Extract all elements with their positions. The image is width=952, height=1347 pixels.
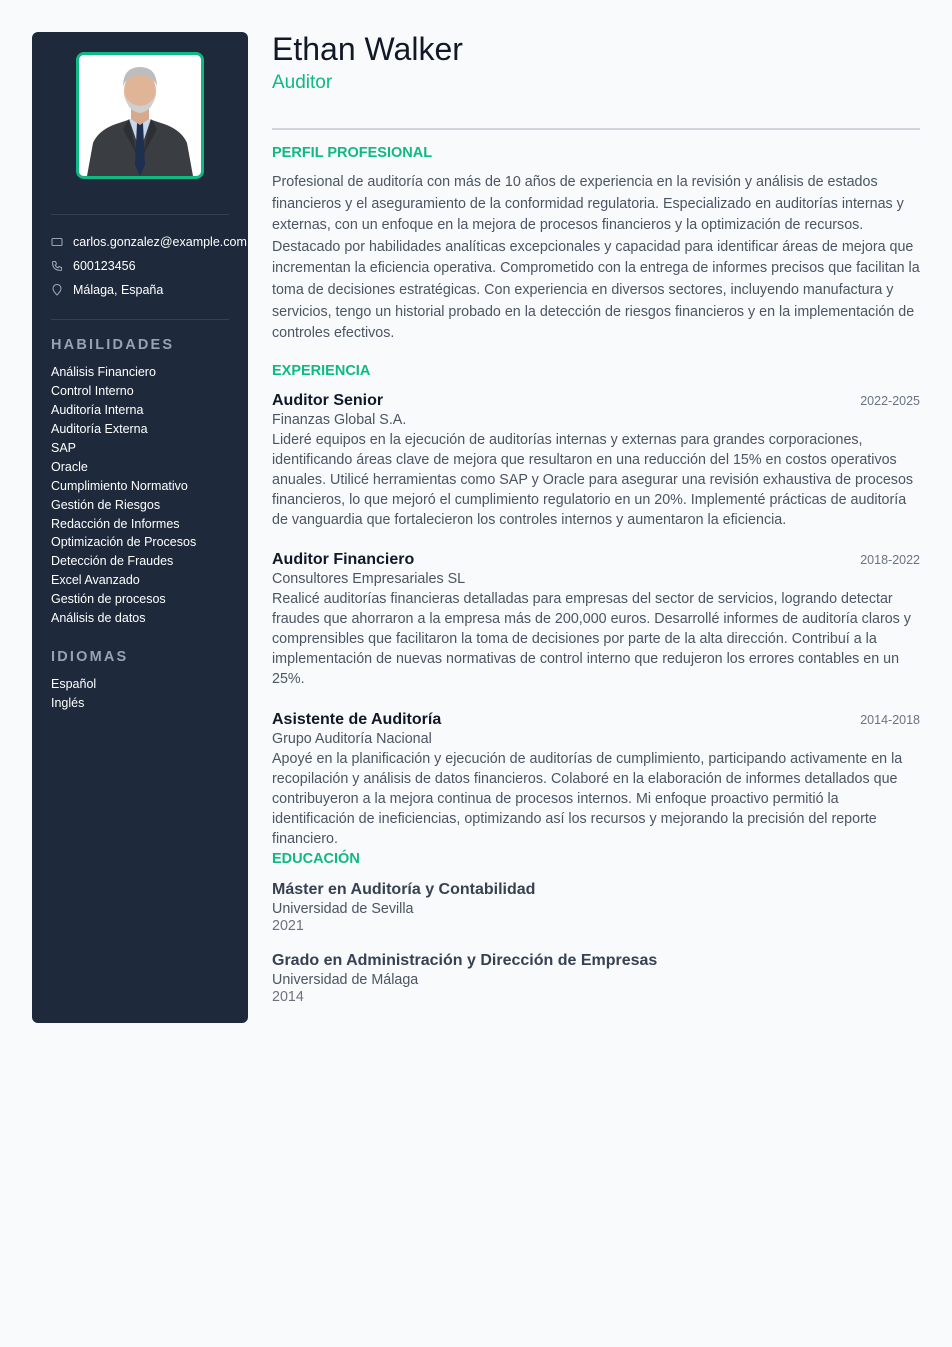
skills-heading: HABILIDADES xyxy=(51,337,175,353)
skill-item: Auditoría Interna xyxy=(51,402,144,417)
contact-info xyxy=(51,230,248,302)
skill-item: SAP xyxy=(51,440,77,455)
sidebar-divider xyxy=(51,319,229,320)
location-text: Málaga, España xyxy=(73,283,164,297)
profile-heading: PERFIL PROFESIONAL xyxy=(272,145,433,161)
job-company: Finanzas Global S.A. xyxy=(272,412,407,428)
school-name: Universidad de Málaga xyxy=(272,972,419,988)
degree-title: Máster en Auditoría y Contabilidad xyxy=(272,881,536,898)
experience-item xyxy=(272,711,920,849)
experience-heading: EXPERIENCIA xyxy=(272,363,371,379)
job-dates: 2022-2025 xyxy=(860,394,920,408)
education-item xyxy=(272,880,535,934)
person-portrait-icon xyxy=(79,55,201,176)
header-divider xyxy=(272,128,920,130)
contact-phone[interactable] xyxy=(51,254,248,278)
language-item: Inglés xyxy=(51,695,85,710)
skills-list xyxy=(51,363,196,628)
main-content xyxy=(272,30,920,1005)
skill-item: Oracle xyxy=(51,459,88,474)
phone-text: 600123456 xyxy=(73,259,136,273)
graduation-year: 2014 xyxy=(272,989,304,1005)
contact-location xyxy=(51,278,248,302)
sidebar-divider xyxy=(51,214,229,215)
experience-item xyxy=(272,392,920,530)
skill-item: Control Interno xyxy=(51,383,134,398)
education-item xyxy=(272,951,657,1005)
job-dates: 2018-2022 xyxy=(860,553,920,567)
location-pin-icon xyxy=(51,283,73,297)
skill-item: Optimización de Procesos xyxy=(51,535,197,550)
skill-item: Gestión de procesos xyxy=(51,592,166,607)
skill-item: Cumplimiento Normativo xyxy=(51,478,188,493)
education-heading: EDUCACIÓN xyxy=(272,851,360,867)
job-description: Lideré equipos en la ejecución de auditorías internas y externas para grandes corporaciones, identificando áreas clave de mejora que resultaron en una reducción del 15% en costos operativos anuales. Utilicé herramientas como SAP y Oracle para asegurar una revisión exhaustiva de procesos financieros, lo que mejoró el cumplimiento regulatorio en un 20%. Implementé prácticas de auditoría de vanguardia que fortalecieron los controles internos y aumentaron la eficiencia. xyxy=(272,432,914,528)
email-icon xyxy=(51,235,73,249)
skill-item: Redacción de Informes xyxy=(51,516,180,531)
sidebar xyxy=(32,32,248,1023)
job-description: Apoyé en la planificación y ejecución de auditorías de cumplimiento, participando activamente en la recopilación y análisis de datos financieros. Colaboré en la elaboración de informes detallados que contribuyeron a la mejora continua de procesos internos. Mi enfoque proactivo permitió la identificación de ineficiencias, optimizando así los recursos y mejorando la precisión del reporte financiero. xyxy=(272,751,903,847)
job-company: Grupo Auditoría Nacional xyxy=(272,731,432,747)
skill-item: Detección de Fraudes xyxy=(51,554,174,569)
skill-item: Gestión de Riesgos xyxy=(51,497,161,512)
skill-item: Análisis Financiero xyxy=(51,365,156,379)
email-text: carlos.gonzalez@example.com xyxy=(73,235,247,249)
job-company: Consultores Empresariales SL xyxy=(272,571,466,587)
language-item: Español xyxy=(51,677,97,691)
languages-heading: IDIOMAS xyxy=(51,649,129,665)
profile-photo xyxy=(76,52,204,179)
job-title: Asistente de Auditoría xyxy=(272,711,442,728)
candidate-role: Auditor xyxy=(272,72,333,93)
experience-item xyxy=(272,551,920,689)
school-name: Universidad de Sevilla xyxy=(272,901,414,917)
contact-email[interactable] xyxy=(51,230,248,254)
job-title: Auditor Financiero xyxy=(272,551,415,568)
job-dates: 2014-2018 xyxy=(860,713,920,727)
profile-text: Profesional de auditoría con más de 10 años de experiencia en la revisión y análisis de estados financieros y el aseguramiento de la conformidad regulatoria. Especializado en auditorías internas y externas, con un enfoque en la mejora de procesos financieros y la optimización de recursos. Destacado por habilidades analíticas excepcionales y capacidad para identificar áreas de mejora que incrementan la eficiencia operativa. Comprometido con la entrega de informes precisos que facilitan la toma de decisiones estratégicas. Con experiencia en diversos sectores, incluyendo manufactura y servicios, tengo un historial probado en la detección de riesgos financieros y en la implementación de controles efectivos. xyxy=(272,174,920,342)
graduation-year: 2021 xyxy=(272,918,304,934)
phone-icon xyxy=(51,259,73,273)
skill-item: Análisis de datos xyxy=(51,611,146,626)
job-description: Realicé auditorías financieras detalladas para empresas del sector de servicios, logrando detectar fraudes que ahorraron a la empresa más de 200,000 euros. Desarrollé informes de auditoría claros y comprensibles que facilitaron la toma de decisiones por parte de la alta dirección. Contribuí a la implementación de nuevas normativas de control interno que redujeron los errores contables en un 25%. xyxy=(272,591,911,687)
degree-title: Grado en Administración y Dirección de Empresas xyxy=(272,952,658,969)
skill-item: Excel Avanzado xyxy=(51,573,140,588)
job-title: Auditor Senior xyxy=(272,392,384,409)
candidate-name: Ethan Walker xyxy=(272,31,463,67)
languages-list xyxy=(51,675,96,713)
skill-item: Auditoría Externa xyxy=(51,421,148,436)
